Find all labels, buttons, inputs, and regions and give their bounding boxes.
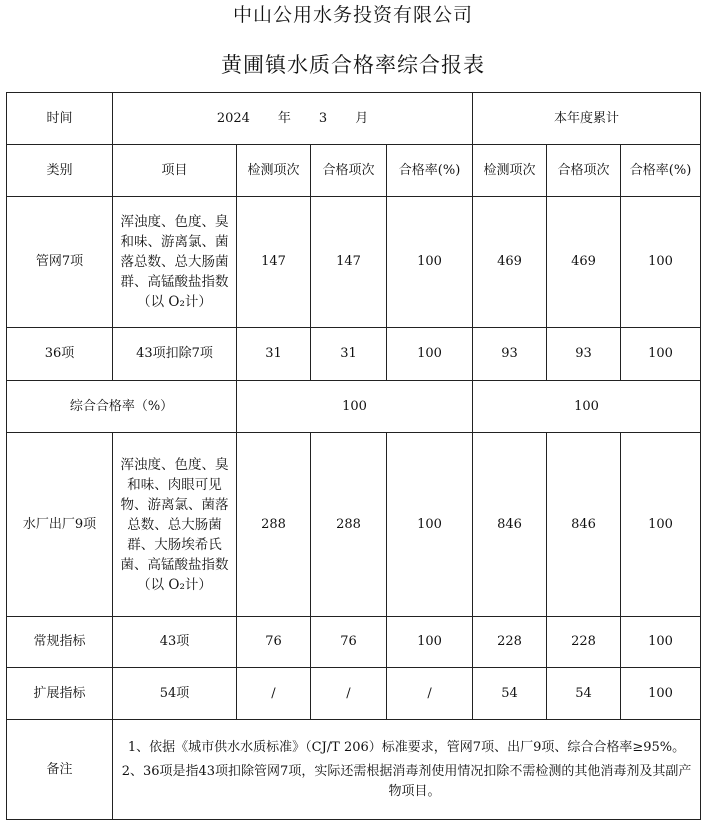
routine-annual-qualified: 228 — [547, 617, 621, 668]
header-time-row — [7, 93, 701, 145]
overall-annual-rate: 100 — [473, 381, 701, 433]
plant-items-tail: （以 O₂计） — [137, 576, 212, 593]
overall-rate-label: 综合合格率（%） — [7, 381, 237, 433]
note-line-1: 1、依据《城市供水水质标准》（CJ/T 206）标准要求，管网7项、出厂9项、综合合格率≥95%。 — [127, 739, 686, 755]
item36-category: 36项 — [7, 328, 113, 381]
extended-item: 54项 — [113, 668, 237, 720]
plant-annual-tested: 846 — [473, 433, 547, 617]
plant-category: 水厂出厂9项 — [7, 433, 113, 617]
table-row-plant-outlet — [7, 433, 701, 617]
extended-tested: / — [237, 668, 311, 720]
column-header-row — [7, 145, 701, 197]
note-line-2: 2、36项是指43项扣除管网7项，实际还需根据消毒剂使用情况扣除不需检测的其他消毒剂及其副产物项目。 — [121, 763, 692, 799]
routine-rate: 100 — [387, 617, 473, 668]
extended-qualified: / — [311, 668, 387, 720]
pipe-qualified: 147 — [311, 197, 387, 328]
plant-annual-rate: 100 — [621, 433, 701, 617]
plant-items — [113, 433, 237, 617]
plant-qualified: 288 — [311, 433, 387, 617]
table-row-extended — [7, 668, 701, 720]
routine-qualified: 76 — [311, 617, 387, 668]
notes-content — [113, 720, 701, 820]
extended-rate: / — [387, 668, 473, 720]
table-row-36-items — [7, 328, 701, 381]
table-row-pipe-network — [7, 197, 701, 328]
table-row-routine — [7, 617, 701, 668]
report-period-cell — [113, 93, 473, 145]
col-item: 项目 — [113, 145, 237, 197]
plant-annual-qualified: 846 — [547, 433, 621, 617]
report-title: 黄圃镇水质合格率综合报表 — [221, 53, 485, 77]
pipe-category: 管网7项 — [7, 197, 113, 328]
extended-annual-rate: 100 — [621, 668, 701, 720]
col-category: 类别 — [7, 145, 113, 197]
col-rate: 合格率(%) — [387, 145, 473, 197]
item36-tested: 31 — [237, 328, 311, 381]
notes-label: 备注 — [7, 720, 113, 820]
company-name: 中山公用水务投资有限公司 — [232, 4, 473, 26]
col-qualified: 合格项次 — [311, 145, 387, 197]
pipe-items-text: 浑浊度、色度、臭和味、游离氯、菌落总数、总大肠菌群、高锰酸盐指数 — [120, 214, 229, 290]
report-year: 2024 — [216, 110, 250, 126]
extended-annual-tested: 54 — [473, 668, 547, 720]
plant-rate: 100 — [387, 433, 473, 617]
water-quality-report-table — [6, 92, 701, 820]
routine-annual-rate: 100 — [621, 617, 701, 668]
overall-month-rate: 100 — [237, 381, 473, 433]
plant-items-text: 浑浊度、色度、臭和味、肉眼可见物、游离氯、菌落总数、总大肠菌群、大肠埃希氏菌、高锰酸盐指数 — [120, 456, 229, 573]
routine-tested: 76 — [237, 617, 311, 668]
table-row-overall-rate — [7, 381, 701, 433]
col-annual-qualified: 合格项次 — [547, 145, 621, 197]
extended-annual-qualified: 54 — [547, 668, 621, 720]
table-row-notes — [7, 720, 701, 820]
col-annual-tested: 检测项次 — [473, 145, 547, 197]
item36-annual-tested: 93 — [473, 328, 547, 381]
pipe-items — [113, 197, 237, 328]
report-month: 3 — [318, 110, 328, 126]
pipe-tested: 147 — [237, 197, 311, 328]
pipe-annual-tested: 469 — [473, 197, 547, 328]
item36-item: 43项扣除7项 — [113, 328, 237, 381]
item36-annual-rate: 100 — [621, 328, 701, 381]
col-annual-rate: 合格率(%) — [621, 145, 701, 197]
item36-annual-qualified: 93 — [547, 328, 621, 381]
item36-qualified: 31 — [311, 328, 387, 381]
pipe-annual-rate: 100 — [621, 197, 701, 328]
time-label-cell: 时间 — [7, 93, 113, 145]
pipe-items-tail: （以 O₂计） — [137, 294, 212, 310]
annual-cumulative-label: 本年度累计 — [473, 93, 701, 145]
routine-category: 常规指标 — [7, 617, 113, 668]
year-unit: 年 — [277, 110, 291, 126]
pipe-rate: 100 — [387, 197, 473, 328]
routine-item: 43项 — [113, 617, 237, 668]
routine-annual-tested: 228 — [473, 617, 547, 668]
plant-tested: 288 — [237, 433, 311, 617]
col-tested: 检测项次 — [237, 145, 311, 197]
extended-category: 扩展指标 — [7, 668, 113, 720]
month-unit: 月 — [355, 110, 369, 126]
pipe-annual-qualified: 469 — [547, 197, 621, 328]
item36-rate: 100 — [387, 328, 473, 381]
